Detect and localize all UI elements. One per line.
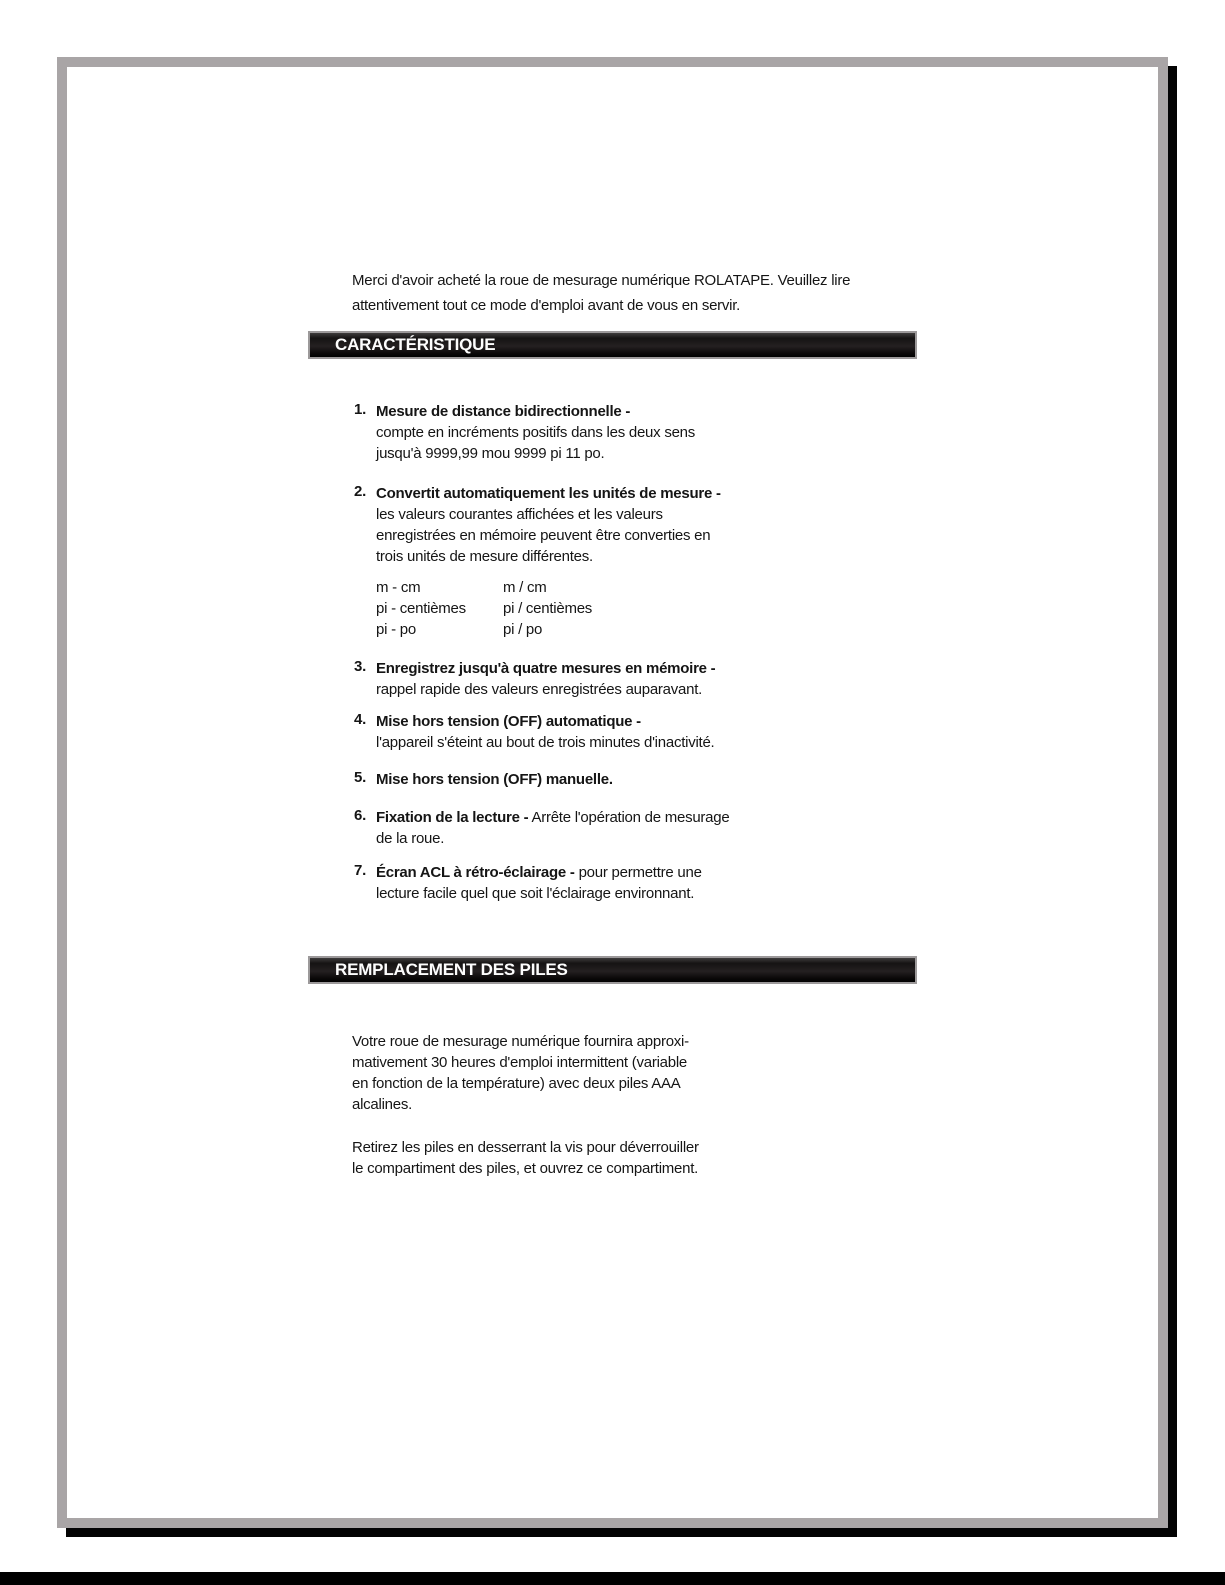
unit-right: m / cm (503, 579, 547, 596)
item-line (376, 769, 613, 790)
item-lead: Fixation de la lecture - (376, 809, 529, 826)
intro-line: Merci d'avoir acheté la roue de mesurage numérique ROLATAPE. Veuillez lire (352, 272, 851, 289)
unit-row (376, 598, 592, 619)
item-number: 2. (354, 483, 367, 500)
item-number: 1. (354, 401, 367, 418)
item-number: 7. (354, 862, 367, 879)
item-line: de la roue. (376, 830, 445, 847)
paragraph-line: le compartiment des piles, et ouvrez ce compartiment. (352, 1160, 699, 1177)
unit-row (376, 577, 592, 598)
unit-right: pi / po (503, 621, 543, 638)
item-line: enregistrées en mémoire peuvent être converties en (376, 527, 711, 544)
item-line: Fixation de la lecture - Arrête l'opération de mesurage (376, 809, 730, 826)
item-line (376, 658, 715, 679)
item-line (376, 483, 721, 504)
paragraph-line: Retirez les piles en desserrant la vis pour déverrouiller (352, 1139, 699, 1156)
feature-item-5 (354, 769, 613, 790)
item-line: trois unités de mesure différentes. (376, 548, 593, 565)
item-line: Écran ACL à rétro-éclairage - pour permettre une (376, 864, 702, 881)
feature-item-1 (354, 401, 696, 464)
paragraph-line: Votre roue de mesurage numérique fournira approxi- (352, 1033, 689, 1050)
item-line: rappel rapide des valeurs enregistrées auparavant. (376, 681, 703, 698)
feature-item-7 (354, 862, 702, 904)
unit-right: pi / centièmes (503, 600, 593, 617)
paragraph-line: alcalines. (352, 1096, 413, 1113)
item-line: les valeurs courantes affichées et les valeurs (376, 506, 663, 523)
item-line: jusqu'à 9999,99 mou 9999 pi 11 po. (376, 445, 605, 462)
unit-left: pi - centièmes (376, 600, 466, 617)
section-title: CARACTÉRISTIQUE (335, 335, 496, 354)
section-header-features (308, 331, 917, 359)
item-line (376, 711, 714, 732)
feature-item-3 (354, 658, 716, 700)
intro-line: attentivement tout ce mode d'emploi avant de vous en servir. (352, 297, 741, 314)
feature-item-4 (354, 711, 715, 753)
feature-item-2 (354, 483, 721, 567)
item-lead: Mise hors tension (OFF) manuelle. (376, 771, 613, 788)
unit-left: pi - po (376, 621, 416, 638)
item-number: 5. (354, 769, 367, 786)
paragraph-line: en fonction de la température) avec deux piles AAA (352, 1075, 681, 1092)
units-conversion-table (376, 577, 592, 640)
battery-paragraph-2 (352, 1137, 699, 1179)
item-line: compte en incréments positifs dans les deux sens (376, 424, 696, 441)
unit-row (376, 619, 592, 640)
item-lead: Écran ACL à rétro-éclairage - (376, 864, 575, 881)
battery-paragraph-1 (352, 1031, 689, 1115)
unit-left: m - cm (376, 579, 421, 596)
item-lead: Mise hors tension (OFF) automatique - (376, 713, 641, 730)
intro-paragraph (352, 268, 850, 318)
item-line (376, 401, 695, 422)
item-number: 6. (354, 807, 367, 824)
item-line: l'appareil s'éteint au bout de trois minutes d'inactivité. (376, 734, 715, 751)
section-title: REMPLACEMENT DES PILES (335, 960, 568, 979)
item-number: 3. (354, 658, 367, 675)
item-lead: Convertit automatiquement les unités de mesure - (376, 485, 721, 502)
paragraph-line: mativement 30 heures d'emploi intermittent (variable (352, 1054, 688, 1071)
feature-item-6 (354, 807, 730, 849)
item-line: lecture facile quel que soit l'éclairage environnant. (376, 885, 695, 902)
item-number: 4. (354, 711, 367, 728)
item-lead: Enregistrez jusqu'à quatre mesures en mémoire - (376, 660, 716, 677)
item-lead: Mesure de distance bidirectionnelle - (376, 403, 631, 420)
section-header-battery (308, 956, 917, 984)
